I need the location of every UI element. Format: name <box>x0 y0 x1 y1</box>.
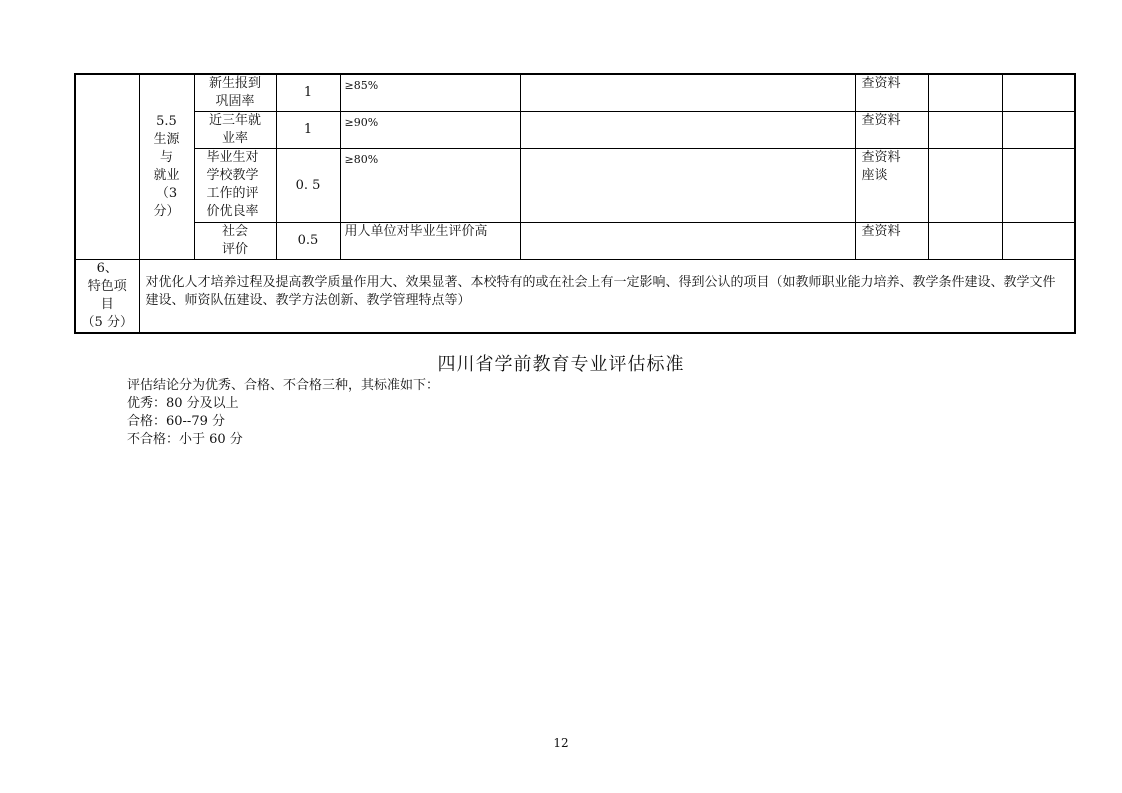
item-method: 查资料 <box>855 223 928 260</box>
item-blank-cell <box>928 112 1002 149</box>
category-cell-empty <box>75 74 139 260</box>
page-number: 12 <box>553 736 569 750</box>
item-blank-cell <box>928 223 1002 260</box>
item-detail-empty <box>520 112 855 149</box>
item-name: 社会 评价 <box>194 223 276 260</box>
item-detail-empty <box>520 223 855 260</box>
item-standard: 用人单位对毕业生评价高 <box>340 223 520 260</box>
item-blank-cell <box>1002 112 1075 149</box>
item-score: 1 <box>276 74 340 112</box>
item-standard: ≥80% <box>340 149 520 223</box>
item-detail-empty <box>520 149 855 223</box>
item-method: 查资料 <box>855 74 928 112</box>
item-method: 查资料 座谈 <box>855 149 928 223</box>
table-row-feature <box>75 260 1075 334</box>
item-standard: ≥85% <box>340 74 520 112</box>
item-blank-cell <box>1002 223 1075 260</box>
item-blank-cell <box>928 74 1002 112</box>
item-blank-cell <box>1002 149 1075 223</box>
table-row <box>75 112 1075 149</box>
item-detail-empty <box>520 74 855 112</box>
item-name: 近三年就 业率 <box>194 112 276 149</box>
notes-pass: 合格：60--79 分 <box>127 414 226 429</box>
item-score: 1 <box>276 112 340 149</box>
group-5-5-label: 5.5 生源 与 就业 （3 分） <box>139 74 194 260</box>
item-name: 新生报到 巩固率 <box>194 74 276 112</box>
feature-project-description: 对优化人才培养过程及提高教学质量作用大、效果显著、本校特有的或在社会上有一定影响、得到公认的项目（如教师职业能力培养、教学条件建设、教学文件建设、师资队伍建设、教学方法创新、教学管理特点等） <box>139 260 1075 334</box>
item-blank-cell <box>1002 74 1075 112</box>
item-score: 0.5 <box>276 223 340 260</box>
feature-project-label: 6、 特色项 目 （5 分） <box>75 260 139 334</box>
item-score: 0. 5 <box>276 149 340 223</box>
notes-fail: 不合格：小于 60 分 <box>127 432 243 447</box>
notes-intro: 评估结论分为优秀、合格、不合格三种，其标准如下： <box>127 378 440 393</box>
section-title: 四川省学前教育专业评估标准 <box>437 354 685 375</box>
evaluation-table <box>74 73 1076 334</box>
evaluation-notes <box>127 377 439 449</box>
table-row <box>75 223 1075 260</box>
item-name: 毕业生对 学校教学 工作的评 价优良率 <box>194 149 276 223</box>
item-standard: ≥90% <box>340 112 520 149</box>
item-method: 查资料 <box>855 112 928 149</box>
item-blank-cell <box>928 149 1002 223</box>
notes-excellent: 优秀：80 分及以上 <box>127 396 239 411</box>
table-row <box>75 74 1075 112</box>
table-row <box>75 149 1075 223</box>
